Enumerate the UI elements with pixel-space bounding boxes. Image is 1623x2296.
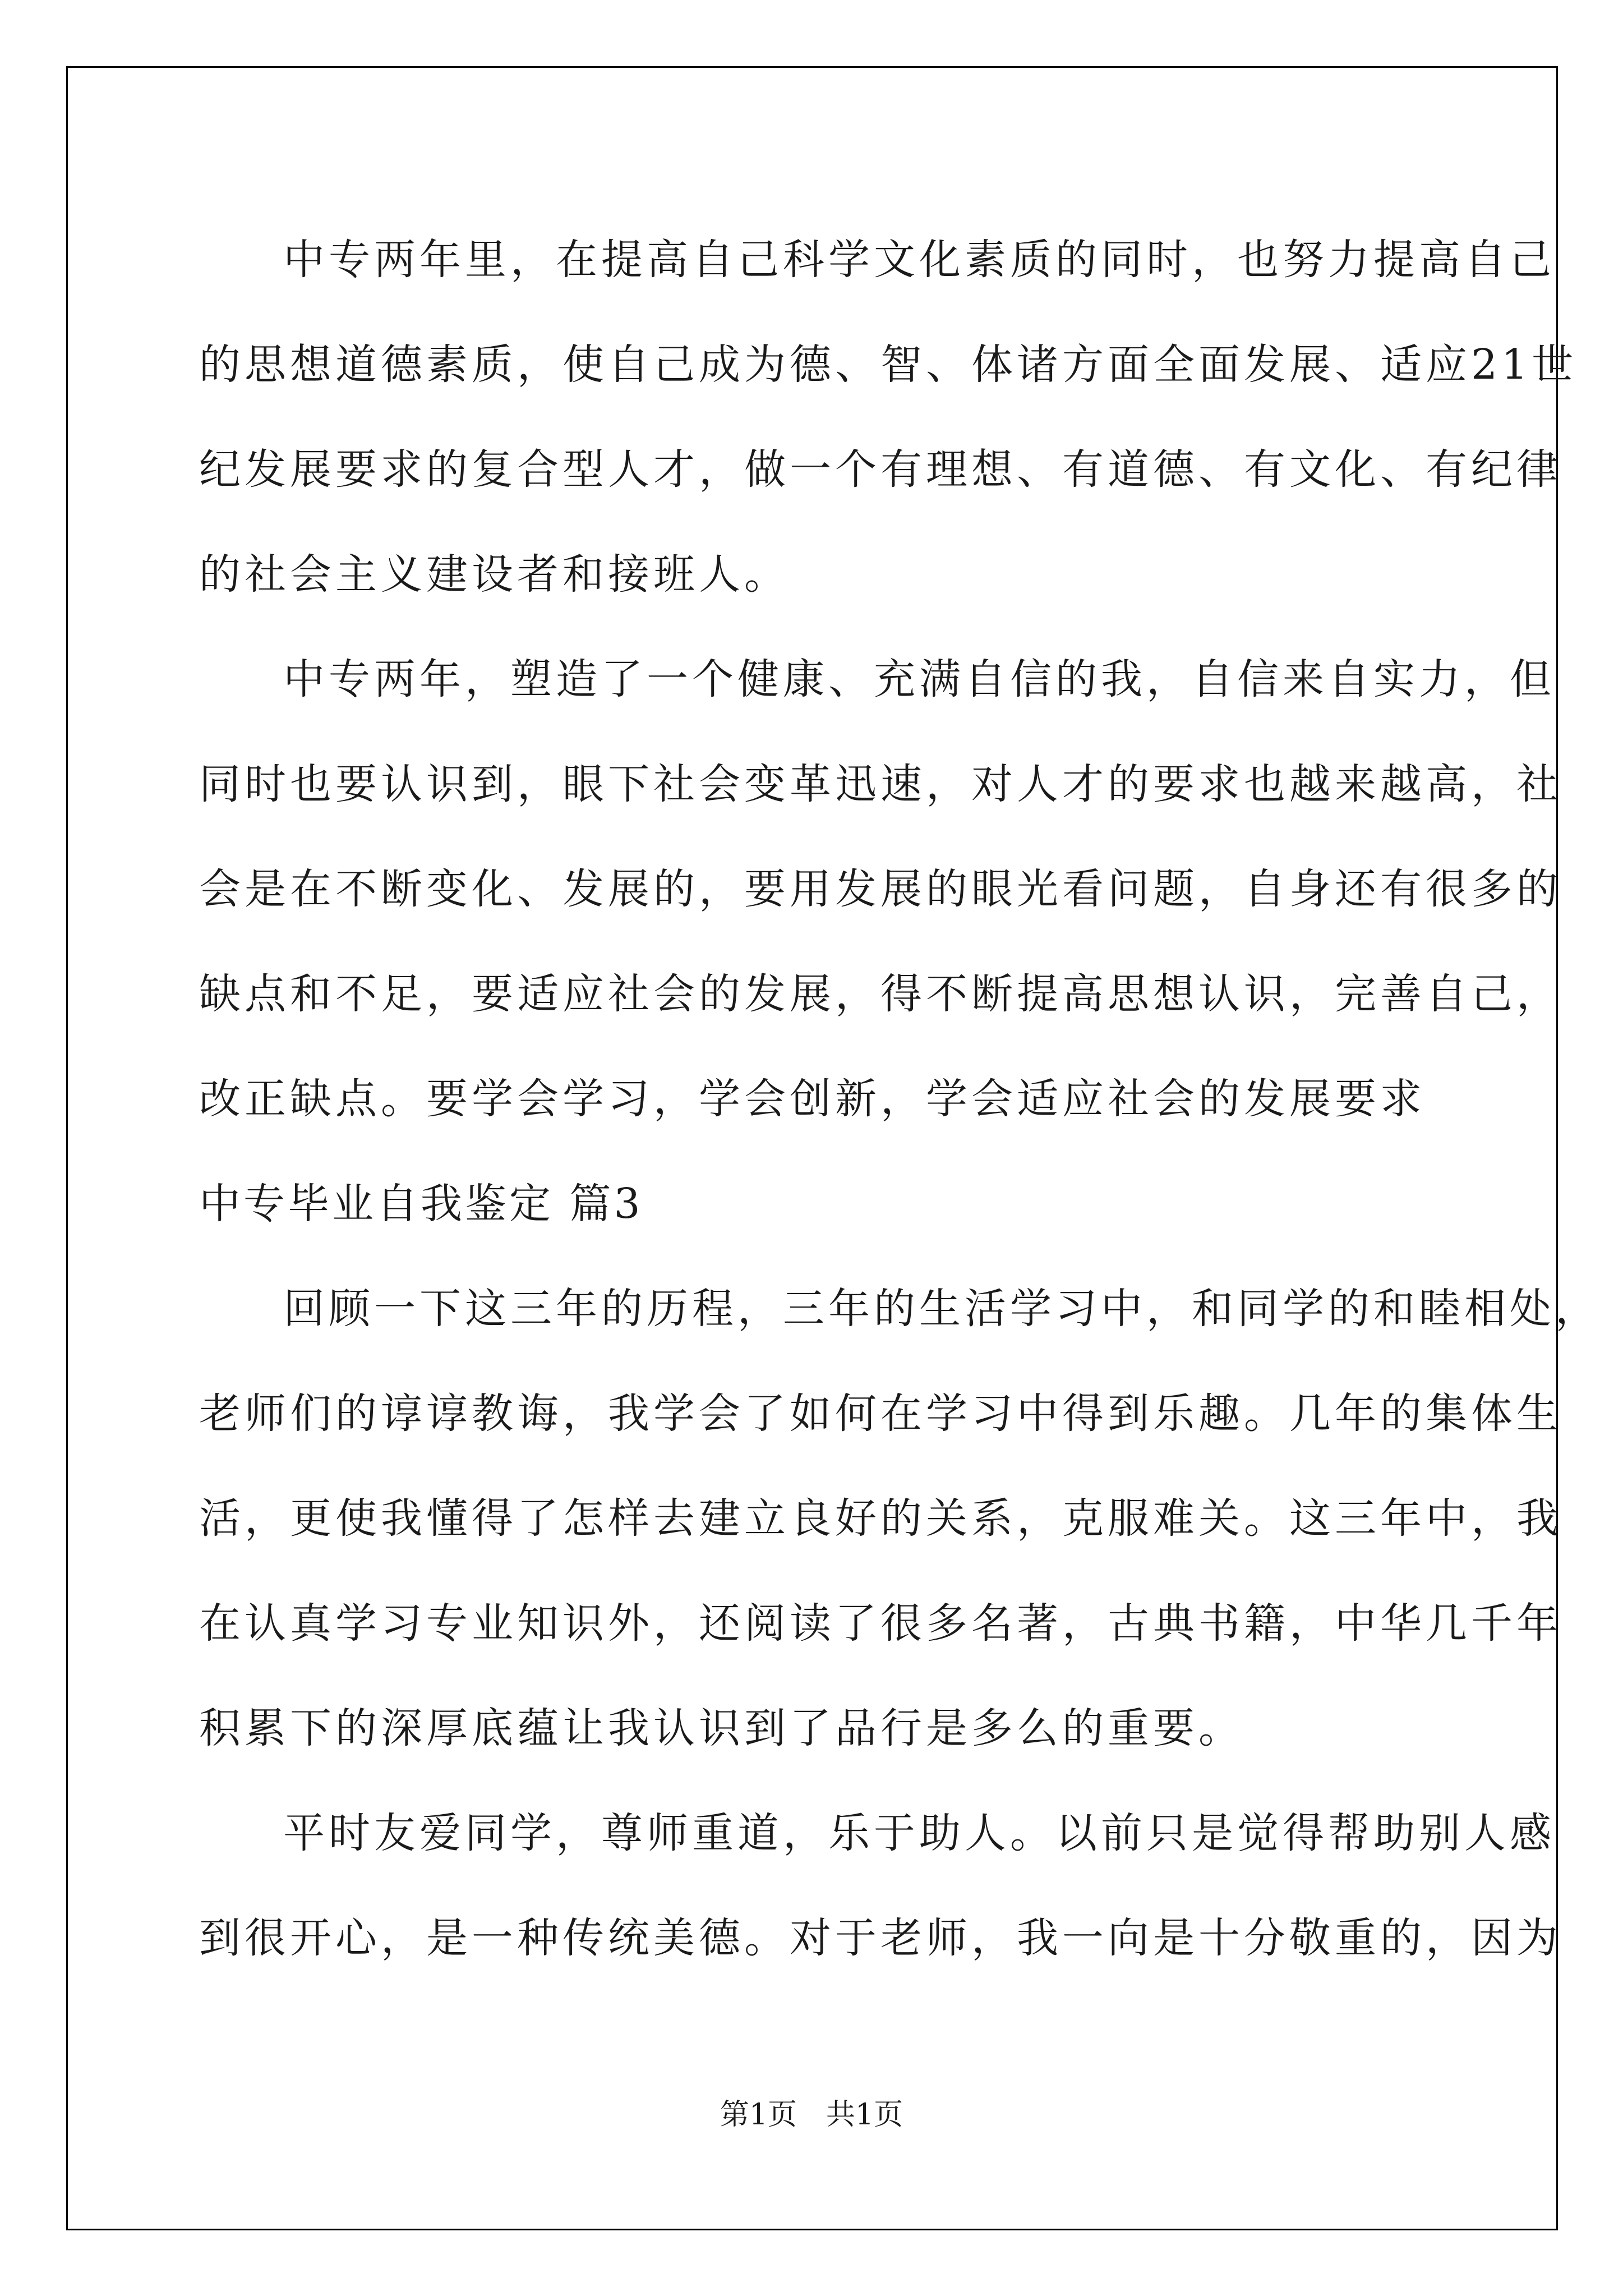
text-line: 回顾一下这三年的历程，三年的生活学习中，和同学的和睦相处， <box>283 1285 1601 1333</box>
text-line: 的思想道德素质，使自己成为德、智、体诸方面全面发展、适应21世 <box>199 341 1578 389</box>
document-body <box>199 208 1601 1991</box>
text-line: 纪发展要求的复合型人才，做一个有理想、有道德、有文化、有纪律 <box>199 445 1562 494</box>
page-footer: 第1页 共1页 <box>720 2098 903 2132</box>
text-line: 会是在不断变化、发展的，要用发展的眼光看问题，自身还有很多的 <box>199 865 1562 913</box>
text-line: 中专两年里，在提高自己科学文化素质的同时，也努力提高自己 <box>283 236 1555 284</box>
text-line: 改正缺点。要学会学习，学会创新，学会适应社会的发展要求 <box>199 1075 1426 1123</box>
text-line: 平时友爱同学，尊师重道，乐于助人。以前只是觉得帮助别人感 <box>283 1809 1555 1857</box>
text-line: 到很开心，是一种传统美德。对于老师，我一向是十分敬重的，因为 <box>199 1914 1562 1962</box>
text-line: 积累下的深厚底蕴让我认识到了品行是多么的重要。 <box>199 1704 1244 1752</box>
text-line: 老师们的谆谆教诲，我学会了如何在学习中得到乐趣。几年的集体生 <box>199 1389 1562 1438</box>
text-line: 活，更使我懂得了怎样去建立良好的关系，克服难关。这三年中，我 <box>199 1494 1562 1543</box>
text-line: 中专两年，塑造了一个健康、充满自信的我，自信来自实力，但 <box>283 655 1555 703</box>
section-heading: 中专毕业自我鉴定 篇3 <box>199 1180 643 1228</box>
text-line: 的社会主义建设者和接班人。 <box>199 550 790 599</box>
text-line: 在认真学习专业知识外，还阅读了很多名著，古典书籍，中华几千年 <box>199 1599 1562 1648</box>
text-line: 同时也要认识到，眼下社会变革迅速，对人才的要求也越来越高，社 <box>199 760 1562 808</box>
text-line: 缺点和不足，要适应社会的发展，得不断提高思想认识，完善自己， <box>199 970 1562 1018</box>
